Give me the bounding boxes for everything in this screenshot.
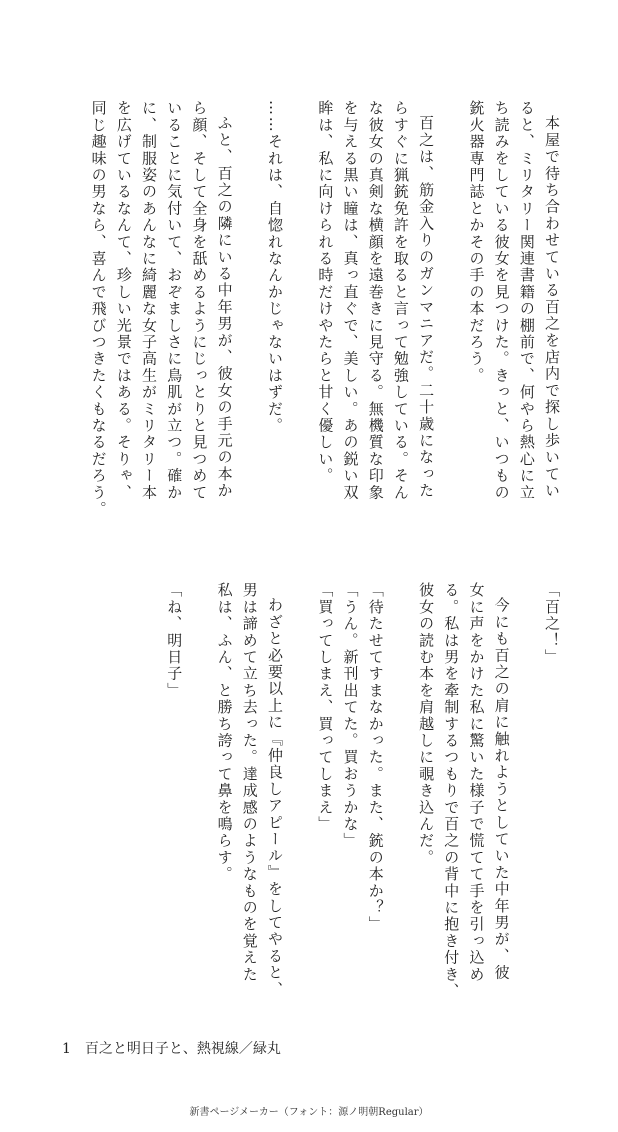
page-footer [62, 1038, 281, 1058]
text-line: らすぐに猟銃免許を取ると言って勉強している。そん [391, 100, 410, 501]
text-line: ……それは、自惚れなんかじゃないはずだ。 [265, 100, 284, 434]
text-line: 百之は、筋金入りのガンマニアだ。二十歳になった [417, 115, 436, 500]
text-line: る。私は男を牽制するつもりで百之の背中に抱き付き、 [442, 582, 461, 1000]
story-title: 百之と明日子と、熱視線／緑丸 [84, 1041, 281, 1057]
text-line: いることに気付いて、おぞましさに鳥肌が立つ。確か [165, 100, 184, 501]
text-line: 「待たせてすまなかった。また、銃の本か？」 [366, 582, 385, 933]
text-line: 男は諦めて立ち去った。達成感のようなものを覚えた [240, 582, 259, 983]
text-line: 彼女の読む本を肩越しに覗き込んだ。 [417, 582, 436, 866]
text-line: 「百之！」 [543, 582, 561, 666]
upper-text-block [54, 100, 564, 545]
text-line: 本屋で待ち合わせている百之を店内で探し歩いてい [543, 115, 561, 500]
generator-credit: 新書ページメーカー（フォント：源ノ明朝Regular） [189, 1107, 429, 1118]
paragraph-gap [186, 582, 211, 1027]
text-line: ると、ミリタリー関連書籍の棚前で、何やら熱心に立 [517, 100, 536, 501]
text-line: に、制服姿のあんなに綺麗な女子高生がミリタリー本 [140, 100, 158, 501]
paragraph-gap [237, 100, 262, 545]
text-line: 「うん。新刊出てた。買おうかな」 [341, 582, 360, 850]
paragraph-gap [514, 582, 539, 1027]
paragraph-gap [388, 582, 413, 1027]
text-line: 「買ってしまえ、買ってしまえ」 [316, 582, 335, 833]
page-number: 1 [62, 1041, 71, 1057]
paragraph-gap [438, 100, 463, 545]
text-line: わざと必要以上に『仲良しアピール』をしてやると、 [265, 597, 284, 998]
paragraph-gap [287, 582, 312, 1027]
text-line: 銃火器専門誌とかその手の本だろう。 [467, 100, 486, 384]
text-line: 同じ趣味の男なら、喜んで飛びつきたくもなるだろう。 [89, 100, 108, 518]
text-line: な彼女の真剣な横顔を遠巻きに見守る。無機質な印象 [366, 100, 385, 501]
text-line: 私は、ふん、と勝ち誇って鼻を鳴らす。 [215, 582, 234, 883]
text-line: を広げているなんて、珍しい光景ではある。そりゃ、 [114, 100, 133, 501]
text-line: 女に声をかけた私に驚いた様子で慌てて手を引っ込め [467, 582, 486, 983]
paragraph-gap [287, 100, 312, 545]
text-line: 今にも百之の肩に触れようとしていた中年男が、彼 [492, 597, 511, 982]
lower-text-block [54, 582, 564, 1027]
text-line: 眸は、私に向けられる時だけやたらと甘く優しい。 [316, 100, 335, 485]
text-line: を与える黒い瞳は、真っ直ぐで、美しい。あの鋭い双 [341, 100, 360, 501]
text-line: ふと、百之の隣にいる中年男が、彼女の手元の本か [215, 115, 234, 500]
text-line: ら顔、そして全身を舐めるようにじっとりと見つめて [190, 100, 209, 501]
text-line: 「ね、明日子」 [165, 582, 184, 699]
text-line: ち読みをしている彼女を見つけた。きっと、いつもの [492, 100, 511, 501]
